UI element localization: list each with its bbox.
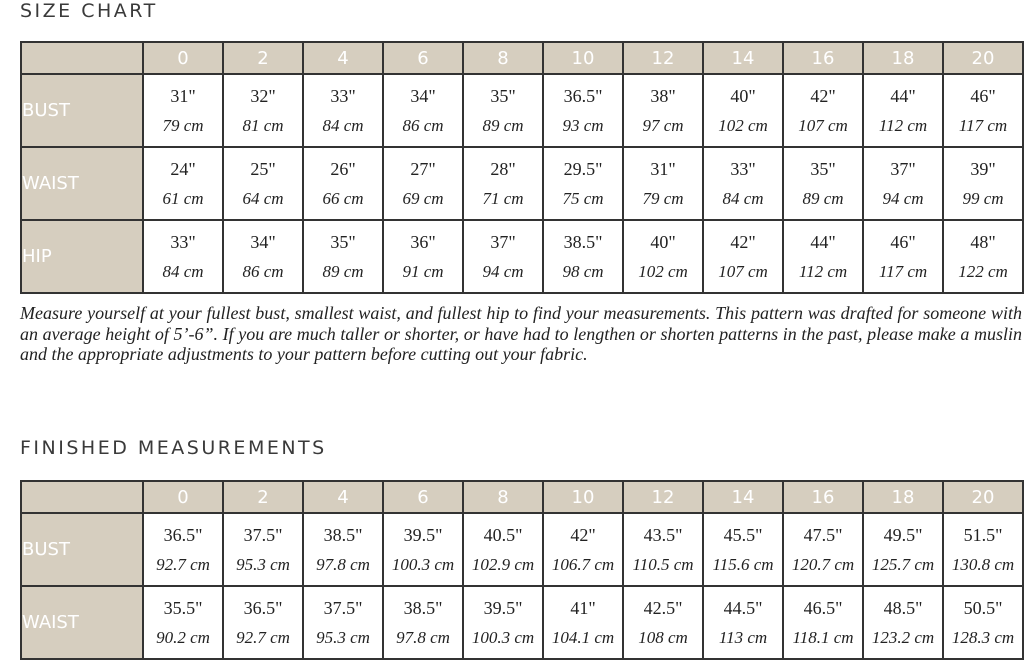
size-header: 10 bbox=[543, 42, 623, 74]
inches-value: 38.5" bbox=[403, 597, 443, 618]
size-header: 14 bbox=[703, 481, 783, 513]
size-chart-note: Measure yourself at your fullest bust, smallest waist, and fullest hip to find your measurements. This pattern was drafted for someone with an average height of 5’-6”. If you are much taller or shorter, or have had to lengthen or shorten patterns in the past, please make a muslin and the appropriate adjustments to your pattern before cutting out your fabric. bbox=[20, 303, 1022, 364]
cm-value: 107 cm bbox=[718, 261, 768, 281]
cm-value: 97.8 cm bbox=[396, 627, 450, 647]
cm-value: 86 cm bbox=[402, 115, 444, 135]
cm-value: 102.9 cm bbox=[471, 554, 535, 574]
inches-value: 35" bbox=[330, 231, 356, 252]
inches-value: 33" bbox=[330, 85, 356, 106]
measurement-cell bbox=[223, 220, 303, 293]
size-header: 4 bbox=[303, 42, 383, 74]
row-label: WAIST bbox=[21, 147, 143, 220]
cm-value: 97.8 cm bbox=[316, 554, 370, 574]
measurement-cell bbox=[223, 147, 303, 220]
inches-value: 44" bbox=[890, 85, 916, 106]
size-header: 20 bbox=[943, 42, 1023, 74]
inches-value: 35" bbox=[810, 158, 836, 179]
size-header: 20 bbox=[943, 481, 1023, 513]
table-row bbox=[21, 220, 1023, 293]
cm-value: 117 cm bbox=[958, 115, 1008, 135]
size-chart-title: SIZE CHART bbox=[20, 0, 158, 22]
measurement-cell bbox=[143, 147, 223, 220]
cm-value: 99 cm bbox=[962, 188, 1004, 208]
measurement-cell bbox=[623, 586, 703, 659]
cm-value: 104.1 cm bbox=[551, 627, 615, 647]
measurement-cell bbox=[783, 513, 863, 586]
cm-value: 94 cm bbox=[482, 261, 524, 281]
size-header: 12 bbox=[623, 42, 703, 74]
measurement-cell bbox=[463, 147, 543, 220]
cm-value: 69 cm bbox=[402, 188, 444, 208]
measurement-cell bbox=[223, 586, 303, 659]
inches-value: 39.5" bbox=[403, 524, 443, 545]
measurement-cell bbox=[863, 513, 943, 586]
inches-value: 34" bbox=[250, 231, 276, 252]
inches-value: 37" bbox=[490, 231, 516, 252]
inches-value: 35" bbox=[490, 85, 516, 106]
cm-value: 106.7 cm bbox=[551, 554, 615, 574]
inches-value: 42.5" bbox=[643, 597, 683, 618]
cm-value: 81 cm bbox=[242, 115, 284, 135]
inches-value: 24" bbox=[170, 158, 196, 179]
cm-value: 117 cm bbox=[878, 261, 928, 281]
size-header: 0 bbox=[143, 42, 223, 74]
size-header: 6 bbox=[383, 42, 463, 74]
inches-value: 48.5" bbox=[883, 597, 923, 618]
size-header: 8 bbox=[463, 42, 543, 74]
inches-value: 45.5" bbox=[723, 524, 763, 545]
row-label: BUST bbox=[21, 74, 143, 147]
inches-value: 44" bbox=[810, 231, 836, 252]
inches-value: 43.5" bbox=[643, 524, 683, 545]
inches-value: 25" bbox=[250, 158, 276, 179]
inches-value: 40.5" bbox=[483, 524, 523, 545]
inches-value: 42" bbox=[810, 85, 836, 106]
inches-value: 33" bbox=[170, 231, 196, 252]
inches-value: 40" bbox=[730, 85, 756, 106]
measurement-cell bbox=[783, 220, 863, 293]
measurement-cell bbox=[623, 74, 703, 147]
inches-value: 36" bbox=[410, 231, 436, 252]
cm-value: 95.3 cm bbox=[316, 627, 370, 647]
inches-value: 36.5" bbox=[163, 524, 203, 545]
inches-value: 39.5" bbox=[483, 597, 523, 618]
measurement-cell bbox=[543, 513, 623, 586]
measurement-cell bbox=[383, 74, 463, 147]
inches-value: 29.5" bbox=[563, 158, 603, 179]
inches-value: 46" bbox=[970, 85, 996, 106]
measurement-cell bbox=[863, 74, 943, 147]
size-header: 12 bbox=[623, 481, 703, 513]
cm-value: 120.7 cm bbox=[791, 554, 855, 574]
inches-value: 28" bbox=[490, 158, 516, 179]
cm-value: 97 cm bbox=[642, 115, 684, 135]
size-header: 2 bbox=[223, 481, 303, 513]
finished-measurements-table bbox=[20, 480, 1024, 660]
size-header-row bbox=[21, 481, 1023, 513]
size-header: 6 bbox=[383, 481, 463, 513]
measurement-cell bbox=[783, 74, 863, 147]
measurement-cell bbox=[303, 74, 383, 147]
cm-value: 125.7 cm bbox=[871, 554, 935, 574]
cm-value: 90.2 cm bbox=[156, 627, 210, 647]
row-label: HIP bbox=[21, 220, 143, 293]
measurement-cell bbox=[863, 147, 943, 220]
inches-value: 38.5" bbox=[563, 231, 603, 252]
inches-value: 38.5" bbox=[323, 524, 363, 545]
measurement-cell bbox=[223, 513, 303, 586]
cm-value: 89 cm bbox=[322, 261, 364, 281]
inches-value: 38" bbox=[650, 85, 676, 106]
cm-value: 84 cm bbox=[162, 261, 204, 281]
measurement-cell bbox=[383, 147, 463, 220]
measurement-cell bbox=[303, 147, 383, 220]
inches-value: 51.5" bbox=[963, 524, 1003, 545]
measurement-cell bbox=[303, 513, 383, 586]
cm-value: 123.2 cm bbox=[871, 627, 935, 647]
inches-value: 37.5" bbox=[323, 597, 363, 618]
measurement-cell bbox=[303, 586, 383, 659]
measurement-cell bbox=[543, 220, 623, 293]
measurement-cell bbox=[783, 586, 863, 659]
measurement-cell bbox=[863, 586, 943, 659]
measurement-cell bbox=[143, 74, 223, 147]
measurement-cell bbox=[463, 586, 543, 659]
size-header: 14 bbox=[703, 42, 783, 74]
measurement-cell bbox=[463, 513, 543, 586]
size-header: 8 bbox=[463, 481, 543, 513]
inches-value: 40" bbox=[650, 231, 676, 252]
inches-value: 42" bbox=[570, 524, 596, 545]
cm-value: 89 cm bbox=[802, 188, 844, 208]
measurement-cell bbox=[703, 586, 783, 659]
size-header: 2 bbox=[223, 42, 303, 74]
measurement-cell bbox=[383, 220, 463, 293]
cm-value: 130.8 cm bbox=[951, 554, 1015, 574]
measurement-cell bbox=[543, 586, 623, 659]
inches-value: 36.5" bbox=[563, 85, 603, 106]
size-chart-table bbox=[20, 41, 1024, 294]
inches-value: 37.5" bbox=[243, 524, 283, 545]
cm-value: 61 cm bbox=[162, 188, 204, 208]
inches-value: 36.5" bbox=[243, 597, 283, 618]
measurement-cell bbox=[143, 586, 223, 659]
size-header-row bbox=[21, 42, 1023, 74]
inches-value: 46" bbox=[890, 231, 916, 252]
measurement-cell bbox=[303, 220, 383, 293]
cm-value: 94 cm bbox=[882, 188, 924, 208]
cm-value: 84 cm bbox=[322, 115, 364, 135]
cm-value: 122 cm bbox=[958, 261, 1008, 281]
cm-value: 84 cm bbox=[722, 188, 764, 208]
cm-value: 102 cm bbox=[638, 261, 688, 281]
inches-value: 27" bbox=[410, 158, 436, 179]
measurement-cell bbox=[943, 74, 1023, 147]
measurement-cell bbox=[943, 220, 1023, 293]
cm-value: 118.1 cm bbox=[792, 627, 854, 647]
cm-value: 112 cm bbox=[798, 261, 848, 281]
inches-value: 32" bbox=[250, 85, 276, 106]
cm-value: 107 cm bbox=[798, 115, 848, 135]
measurement-cell bbox=[463, 220, 543, 293]
measurement-cell bbox=[223, 74, 303, 147]
size-header: 0 bbox=[143, 481, 223, 513]
cm-value: 79 cm bbox=[642, 188, 684, 208]
cm-value: 92.7 cm bbox=[156, 554, 210, 574]
size-header: 16 bbox=[783, 42, 863, 74]
cm-value: 98 cm bbox=[562, 261, 604, 281]
cm-value: 112 cm bbox=[878, 115, 928, 135]
inches-value: 26" bbox=[330, 158, 356, 179]
cm-value: 66 cm bbox=[322, 188, 364, 208]
cm-value: 89 cm bbox=[482, 115, 524, 135]
inches-value: 41" bbox=[570, 597, 596, 618]
cm-value: 79 cm bbox=[162, 115, 204, 135]
corner-cell bbox=[21, 42, 143, 74]
table-row bbox=[21, 147, 1023, 220]
inches-value: 33" bbox=[730, 158, 756, 179]
size-header: 16 bbox=[783, 481, 863, 513]
measurement-cell bbox=[943, 586, 1023, 659]
measurement-cell bbox=[703, 220, 783, 293]
measurement-cell bbox=[943, 513, 1023, 586]
inches-value: 42" bbox=[730, 231, 756, 252]
size-header: 18 bbox=[863, 42, 943, 74]
inches-value: 39" bbox=[970, 158, 996, 179]
row-label: BUST bbox=[21, 513, 143, 586]
corner-cell bbox=[21, 481, 143, 513]
measurement-cell bbox=[703, 74, 783, 147]
cm-value: 64 cm bbox=[242, 188, 284, 208]
cm-value: 75 cm bbox=[562, 188, 604, 208]
measurement-cell bbox=[543, 74, 623, 147]
size-header: 10 bbox=[543, 481, 623, 513]
size-header: 18 bbox=[863, 481, 943, 513]
cm-value: 71 cm bbox=[482, 188, 524, 208]
inches-value: 35.5" bbox=[163, 597, 203, 618]
inches-value: 34" bbox=[410, 85, 436, 106]
measurement-cell bbox=[943, 147, 1023, 220]
inches-value: 31" bbox=[650, 158, 676, 179]
inches-value: 46.5" bbox=[803, 597, 843, 618]
inches-value: 50.5" bbox=[963, 597, 1003, 618]
measurement-cell bbox=[623, 220, 703, 293]
cm-value: 86 cm bbox=[242, 261, 284, 281]
cm-value: 100.3 cm bbox=[471, 627, 535, 647]
measurement-cell bbox=[543, 147, 623, 220]
table-row bbox=[21, 586, 1023, 659]
measurement-cell bbox=[463, 74, 543, 147]
measurement-cell bbox=[703, 513, 783, 586]
measurement-cell bbox=[623, 513, 703, 586]
finished-measurements-title: FINISHED MEASUREMENTS bbox=[20, 437, 327, 459]
measurement-cell bbox=[863, 220, 943, 293]
cm-value: 95.3 cm bbox=[236, 554, 290, 574]
measurement-cell bbox=[623, 147, 703, 220]
cm-value: 115.6 cm bbox=[712, 554, 774, 574]
inches-value: 37" bbox=[890, 158, 916, 179]
inches-value: 49.5" bbox=[883, 524, 923, 545]
cm-value: 91 cm bbox=[402, 261, 444, 281]
measurement-cell bbox=[783, 147, 863, 220]
inches-value: 48" bbox=[970, 231, 996, 252]
row-label: WAIST bbox=[21, 586, 143, 659]
cm-value: 108 cm bbox=[638, 627, 688, 647]
cm-value: 102 cm bbox=[718, 115, 768, 135]
measurement-cell bbox=[143, 513, 223, 586]
table-row bbox=[21, 74, 1023, 147]
measurement-cell bbox=[383, 586, 463, 659]
inches-value: 31" bbox=[170, 85, 196, 106]
cm-value: 128.3 cm bbox=[951, 627, 1015, 647]
inches-value: 44.5" bbox=[723, 597, 763, 618]
cm-value: 110.5 cm bbox=[632, 554, 694, 574]
measurement-cell bbox=[383, 513, 463, 586]
inches-value: 47.5" bbox=[803, 524, 843, 545]
cm-value: 100.3 cm bbox=[391, 554, 455, 574]
cm-value: 92.7 cm bbox=[236, 627, 290, 647]
measurement-cell bbox=[143, 220, 223, 293]
cm-value: 93 cm bbox=[562, 115, 604, 135]
size-header: 4 bbox=[303, 481, 383, 513]
cm-value: 113 cm bbox=[718, 627, 768, 647]
table-row bbox=[21, 513, 1023, 586]
measurement-cell bbox=[703, 147, 783, 220]
